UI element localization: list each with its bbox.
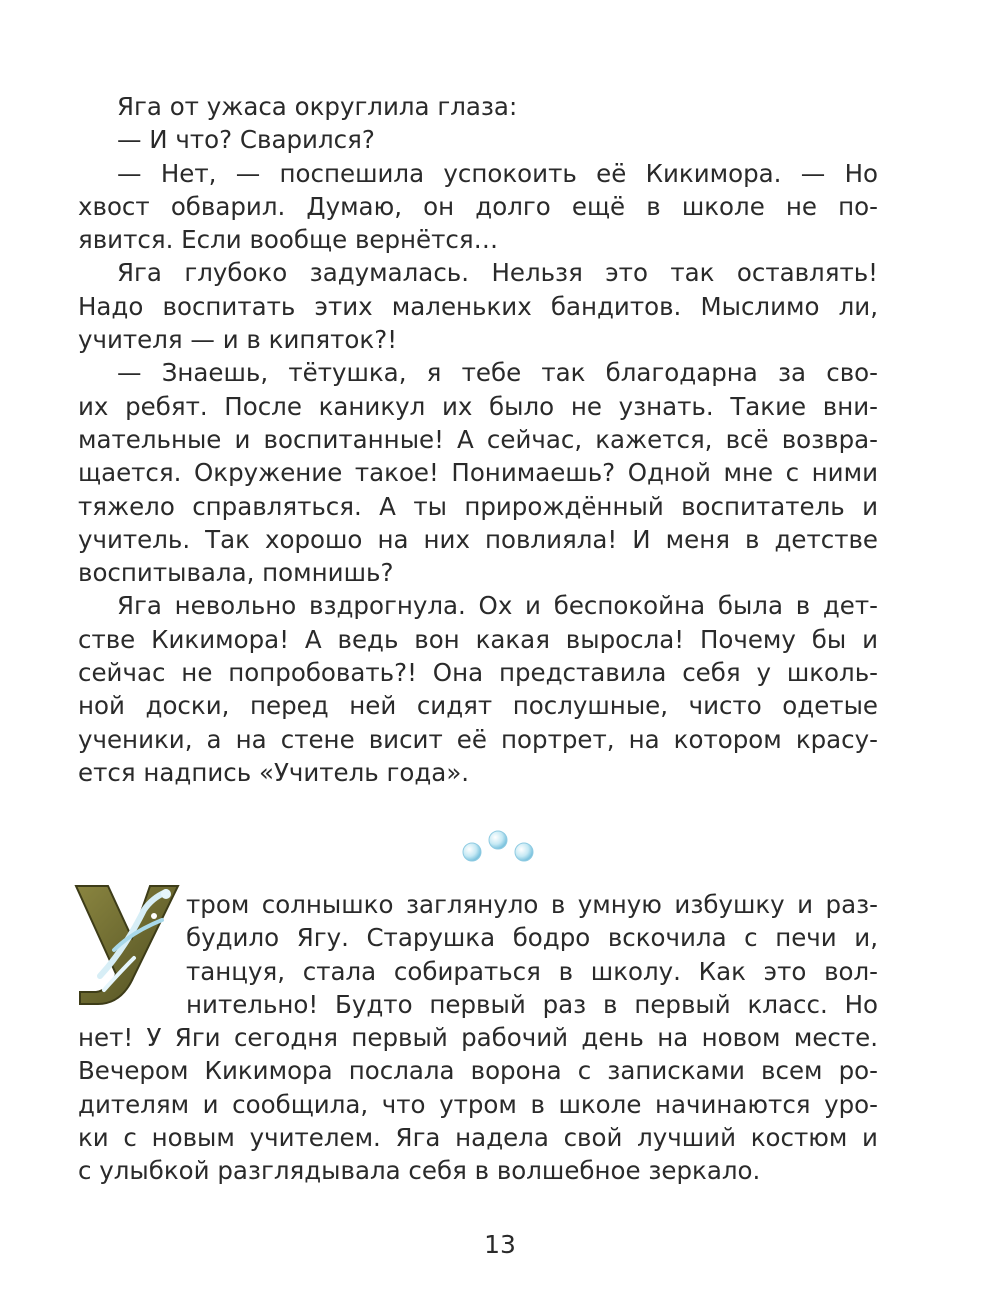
text-line: Яга от ужаса округлила глаза:	[117, 92, 518, 121]
text-line: Яга невольно вздрогнула. Ох и беспокойна была в дет-	[117, 591, 878, 621]
text-line: хвост обварил. Думаю, он долго ещё в школе не по-	[78, 191, 878, 221]
text-block-top	[78, 90, 878, 789]
text-line: ученики, а на стене висит её портрет, на котором красу-	[78, 724, 878, 754]
text-line: нет! У Яги сегодня первый рабочий день на новом месте.	[78, 1023, 878, 1053]
text-line: танцуя, стала собираться в школу. Как это вол-	[186, 956, 878, 986]
text-line: учителя — и в кипяток?!	[78, 325, 398, 355]
text-line: их ребят. После каникул их было не узнать. Такие вни-	[78, 391, 878, 421]
text-line: воспитывала, помнишь?	[78, 558, 394, 588]
text-block-bottom	[78, 888, 878, 1188]
text-line: Вечером Кикимора послала ворона с записками всем ро-	[78, 1056, 878, 1086]
text-line: Яга глубоко задумалась. Нельзя это так оставлять!	[117, 258, 878, 288]
bubbles-divider-icon	[458, 826, 538, 866]
text-line: стве Кикимора! А ведь вон какая выросла! Почему бы и	[78, 624, 878, 654]
text-line: Надо воспитать этих маленьких бандитов. Мыслимо ли,	[78, 291, 878, 321]
text-line: тром солнышко заглянуло в умную избушку и раз-	[186, 890, 878, 919]
text-line: с улыбкой разглядывала себя в волшебное зеркало.	[78, 1156, 761, 1186]
text-line: тяжело справляться. А ты прирождённый воспитатель и	[78, 491, 878, 521]
text-line: щается. Окружение такое! Понимаешь? Одной мне с ними	[78, 458, 878, 488]
text-line: — Знаешь, тётушка, я тебе так благодарна за сво-	[117, 358, 878, 388]
text-line: нительно! Будто первый раз в первый класс. Но	[186, 989, 878, 1019]
text-line: сейчас не попробовать?! Она представила себя у школь-	[78, 658, 878, 688]
text-line: — И что? Сварился?	[117, 125, 375, 155]
text-line: — Нет, — поспешила успокоить её Кикимора. — Но	[117, 158, 878, 188]
text-line: учитель. Так хорошо на них повлияла! И меня в детстве	[78, 524, 878, 554]
text-line: ки с новым учителем. Яга надела свой лучший костюм и	[78, 1123, 878, 1153]
text-line: дителям и сообщила, что утром в школе начинаются уро-	[78, 1089, 878, 1119]
text-line: мательные и воспитанные! А сейчас, кажется, всё возвра-	[78, 424, 878, 454]
text-line: будило Ягу. Старушка бодро вскочила с печи и,	[186, 923, 878, 953]
text-line: ной доски, перед ней сидят послушные, чисто одетые	[78, 691, 878, 721]
text-line: явится. Если вообще вернётся…	[78, 225, 499, 255]
text-line: ется надпись «Учитель года».	[78, 757, 470, 787]
page-number: 13	[484, 1230, 516, 1259]
